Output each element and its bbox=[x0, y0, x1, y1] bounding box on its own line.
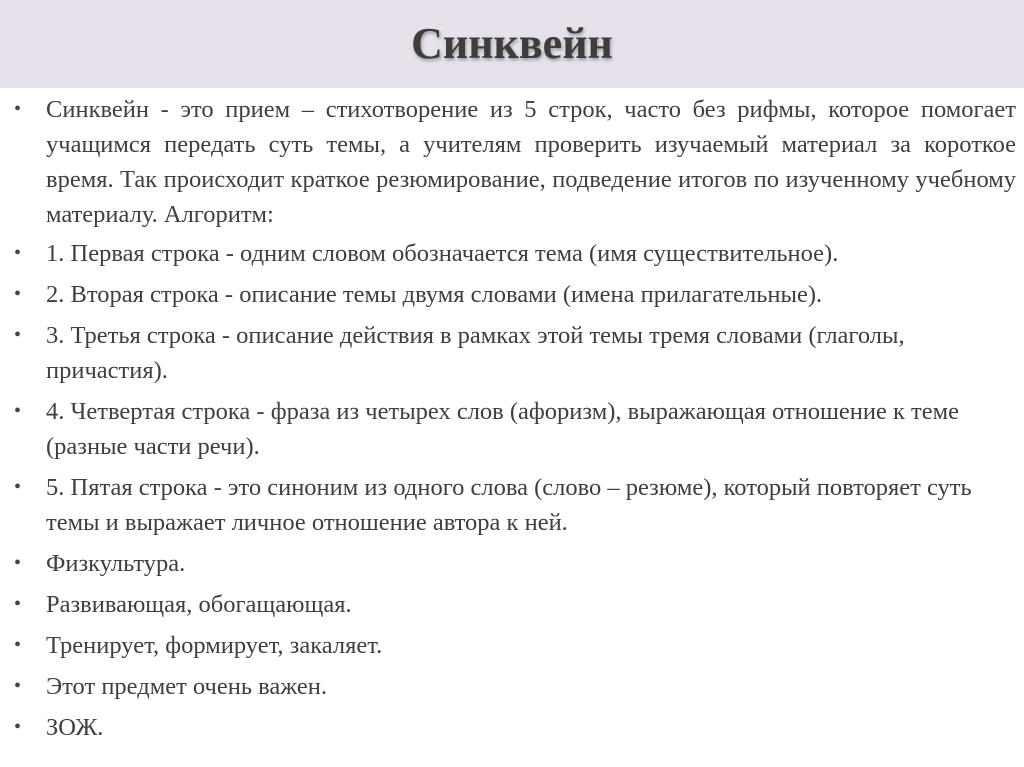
bullet-icon: • bbox=[14, 324, 22, 346]
list-item bbox=[14, 236, 1016, 271]
list-item bbox=[14, 669, 1016, 704]
list-item-text: 5. Пятая строка - это синоним из одного слова (слово – резюме), который повторяет суть темы и выражает личное отношение автора к ней. bbox=[46, 474, 972, 536]
list-item bbox=[14, 394, 1016, 464]
bullet-icon: • bbox=[14, 593, 22, 615]
slide-title: Синквейн bbox=[411, 19, 613, 68]
bullet-icon: • bbox=[14, 716, 22, 738]
list-item-text: Тренирует, формирует, закаляет. bbox=[46, 632, 383, 659]
bullet-icon: • bbox=[14, 476, 22, 498]
bullet-list bbox=[14, 88, 1016, 751]
list-item bbox=[14, 628, 1016, 663]
bullet-icon: • bbox=[14, 675, 22, 697]
list-item-text: 1. Первая строка - одним словом обозначается тема (имя существительное). bbox=[46, 240, 839, 267]
list-item-text: Синквейн - это прием – стихотворение из 5 строк, часто без рифмы, которое помогает учащимся передать суть темы, а учителям проверить изучаемый материал за короткое время. Так происходит краткое резюмирование, подведение итогов по изученному учебному материалу. Алгоритм: bbox=[46, 96, 1016, 228]
slide-content bbox=[0, 88, 1024, 767]
list-item-text: ЗОЖ. bbox=[46, 714, 104, 741]
bullet-icon: • bbox=[14, 98, 22, 120]
bullet-icon: • bbox=[14, 400, 22, 422]
list-item-text: 2. Вторая строка - описание темы двумя словами (имена прилагательные). bbox=[46, 281, 823, 308]
list-item bbox=[14, 318, 1016, 388]
bullet-icon: • bbox=[14, 634, 22, 656]
list-item bbox=[14, 546, 1016, 581]
list-item bbox=[14, 92, 1016, 232]
list-item bbox=[14, 277, 1016, 312]
list-item-text: Этот предмет очень важен. bbox=[46, 673, 327, 700]
list-item-text: 3. Третья строка - описание действия в рамках этой темы тремя словами (глаголы, причастия). bbox=[46, 322, 905, 384]
bullet-icon: • bbox=[14, 283, 22, 305]
list-item bbox=[14, 587, 1016, 622]
list-item-text: Развивающая, обогащающая. bbox=[46, 591, 352, 618]
list-item bbox=[14, 710, 1016, 745]
bullet-icon: • bbox=[14, 552, 22, 574]
list-item bbox=[14, 470, 1016, 540]
list-item-text: 4. Четвертая строка - фраза из четырех слов (афоризм), выражающая отношение к теме (разные части речи). bbox=[46, 398, 959, 460]
list-item-text: Физкультура. bbox=[46, 550, 186, 577]
bullet-icon: • bbox=[14, 242, 22, 264]
